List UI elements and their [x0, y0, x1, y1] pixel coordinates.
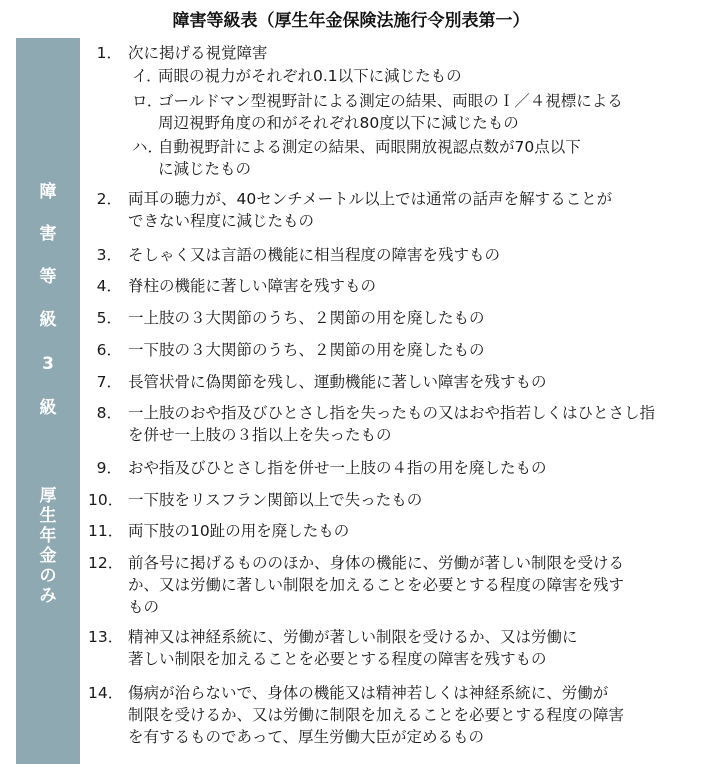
item-number: 11．: [88, 522, 124, 540]
item-text: [128, 402, 688, 446]
sub-item-text: [158, 136, 688, 180]
sub-item-text: [158, 65, 688, 87]
item-line: 脊柱の機能に著しい障害を残すもの: [128, 277, 377, 295]
item-line: そしゃく又は言語の機能に相当程度の障害を残すもの: [128, 246, 501, 264]
item-line: 次に掲げる視覚障害: [128, 44, 268, 62]
item-line: 精神又は神経系統に、労働が著しい制限を受けるか、又は労働に: [128, 628, 578, 646]
sub-item-line: 周辺視野角度の和がそれぞれ80度以下に減じたもの: [158, 114, 519, 132]
item-text: [128, 42, 688, 64]
sidebar-grade-char: 級: [39, 310, 57, 330]
sidebar-grade-char: 等: [39, 267, 57, 287]
item-line: もの: [128, 598, 160, 616]
sub-item-mark: ロ．: [132, 92, 163, 110]
item-line: 一下肢をリスフラン関節以上で失ったもの: [128, 491, 423, 509]
item-line: 一上肢のおや指及びひとさし指を失ったもの又はおや指若しくはひとさし指: [128, 404, 656, 422]
sub-item-line: 両眼の視力がそれぞれ0.1以下に減じたもの: [158, 67, 462, 85]
sidebar-grade-char: 害: [39, 224, 57, 244]
item-number: 7．: [96, 373, 122, 391]
item-line: おや指及びひとさし指を併せ一上肢の４指の用を廃したもの: [128, 459, 547, 477]
sub-item-text: [158, 90, 688, 134]
item-line: 両耳の聴力が、40センチメートル以上では通常の話声を解することが: [128, 190, 613, 208]
item-number: 3．: [96, 246, 122, 264]
item-text: [128, 339, 688, 361]
item-number: 14．: [88, 684, 124, 702]
item-text: [128, 626, 688, 670]
item-number: 8．: [96, 404, 122, 422]
item-number: 9．: [96, 459, 122, 477]
sidebar-sub-char: 生: [39, 506, 57, 526]
sub-item-mark: ハ．: [132, 138, 164, 156]
item-number: 13．: [88, 628, 124, 646]
item-number: 6．: [96, 341, 122, 359]
item-text: [128, 307, 688, 329]
sub-item-line: 自動視野計による測定の結果、両眼開放視認点数が70点以下: [158, 138, 581, 156]
item-line: を有するものであって、厚生労働大臣が定めるもの: [128, 728, 485, 746]
sidebar-sub-char: 厚: [39, 486, 57, 506]
sidebar-sub-char: 金: [39, 546, 57, 566]
item-line: を併せ一上肢の３指以上を失ったもの: [128, 426, 392, 444]
item-text: [128, 188, 688, 232]
sidebar-pension-only: [16, 486, 80, 606]
sidebar-grade-char: 3: [42, 354, 54, 374]
item-line: 傷病が治らないで、身体の機能又は精神若しくは神経系統に、労働が: [128, 684, 609, 702]
sidebar-sub-char: の: [39, 566, 57, 586]
item-text: [128, 244, 688, 266]
item-line: 長管状骨に偽関節を残し、運動機能に著しい障害を残すもの: [128, 373, 547, 391]
item-number: 5．: [96, 309, 122, 327]
item-text: [128, 371, 688, 393]
item-number: 2．: [96, 190, 122, 208]
item-line: 前各号に掲げるもののほか、身体の機能に、労働が著しい制限を受ける: [128, 554, 625, 572]
item-line: 著しい制限を加えることを必要とする程度の障害を残すもの: [128, 650, 547, 668]
item-number: 10．: [88, 491, 124, 509]
item-text: [128, 275, 688, 297]
item-text: [128, 552, 688, 618]
item-line: 一下肢の３大関節のうち、２関節の用を廃したもの: [128, 341, 485, 359]
item-line: か、又は労働に著しい制限を加えることを必要とする程度の障害を残す: [128, 576, 625, 594]
item-number: 12．: [88, 554, 124, 572]
sub-item-mark: イ．: [132, 67, 162, 85]
sub-item-line: に減じたもの: [158, 160, 252, 178]
item-text: [128, 457, 688, 479]
sidebar-grade-char: 障: [39, 182, 57, 202]
sidebar-sub-char: 年: [39, 526, 57, 546]
item-number: 1．: [96, 44, 122, 62]
item-text: [128, 489, 688, 511]
item-text: [128, 682, 688, 748]
sidebar-sub-char: み: [39, 586, 57, 606]
item-line: 両下肢の10趾の用を廃したもの: [128, 522, 350, 540]
grade-sidebar: [16, 38, 80, 764]
sub-item-line: ゴールドマン型視野計による測定の結果、両眼のＩ／４視標による: [158, 92, 623, 110]
page-title: 障害等級表（厚生年金保険法施行令別表第一）: [172, 11, 530, 31]
item-line: できない程度に減じたもの: [128, 212, 315, 230]
item-text: [128, 520, 688, 542]
item-line: 制限を受けるか、又は労働に制限を加えることを必要とする程度の障害: [128, 706, 625, 724]
item-number: 4．: [96, 277, 122, 295]
item-line: 一上肢の３大関節のうち、２関節の用を廃したもの: [128, 309, 485, 327]
sidebar-grade-char: 級: [39, 398, 57, 418]
